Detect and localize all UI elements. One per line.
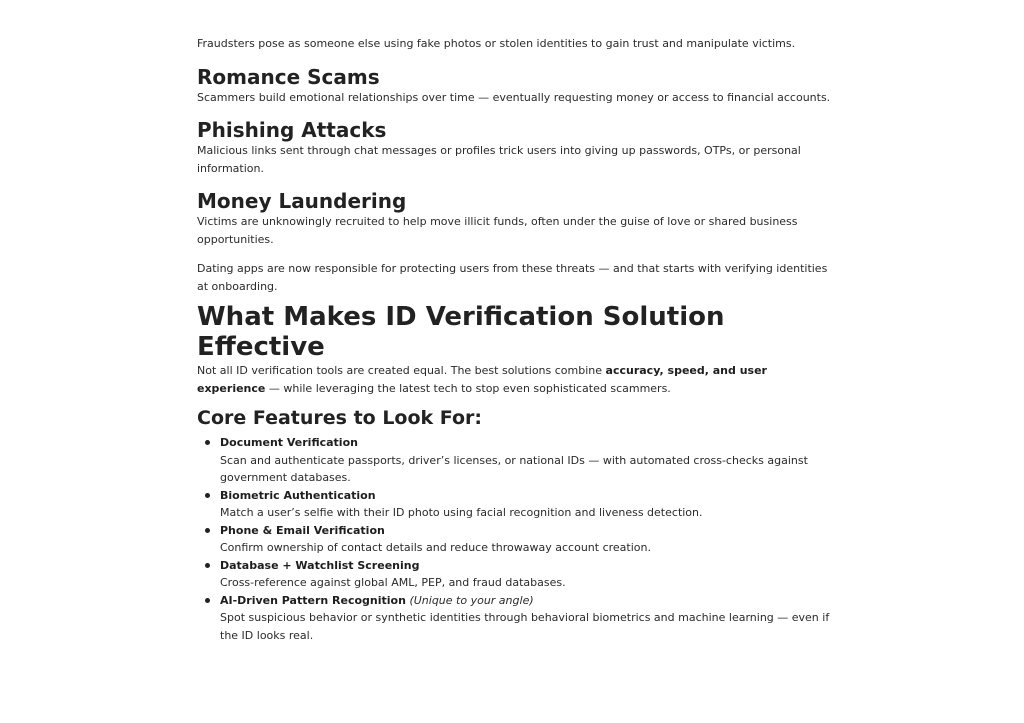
section-text-money-laundering: Victims are unknowingly recruited to help move illicit funds, often under the guise of love or shared business opportunities. — [197, 215, 798, 246]
feature-title: Biometric Authentication — [220, 488, 376, 502]
bullet-icon — [205, 528, 210, 533]
feature-description: Scan and authenticate passports, driver’s licenses, or national IDs — with automated cross-checks against government databases. — [220, 453, 808, 484]
feature-description: Match a user’s selfie with their ID photo using facial recognition and liveness detection. — [220, 506, 703, 519]
feature-title: AI-Driven Pattern Recognition — [220, 593, 406, 607]
feature-description: Confirm ownership of contact details and reduce throwaway account creation. — [220, 541, 651, 554]
feature-item-phone-email-verification — [197, 522, 833, 557]
closing-paragraph: Dating apps are now responsible for protecting users from these threats — and that starts with verifying identities at onboarding. — [197, 262, 828, 293]
feature-description: Cross-reference against global AML, PEP, and fraud databases. — [220, 576, 566, 589]
section-heading-phishing-attacks: Phishing Attacks — [197, 118, 387, 142]
what-makes-text-after: — while leveraging the latest tech to stop even sophisticated scammers. — [265, 381, 671, 395]
bullet-icon — [205, 493, 210, 498]
feature-item-document-verification — [197, 434, 833, 487]
feature-note: (Unique to your angle) — [409, 593, 534, 607]
what-makes-paragraph — [197, 362, 833, 397]
feature-title: Database + Watchlist Screening — [220, 558, 420, 572]
bullet-icon — [205, 598, 210, 603]
what-makes-text-before: Not all ID verification tools are created equal. The best solutions combine — [197, 364, 606, 377]
feature-title: Document Verification — [220, 436, 358, 449]
intro-paragraph: Fraudsters pose as someone else using fake photos or stolen identities to gain trust and manipulate victims. — [197, 37, 796, 50]
feature-title: Phone & Email Verification — [220, 523, 385, 537]
feature-description: Spot suspicious behavior or synthetic identities through behavioral biometrics and machine learning — even if the ID looks real. — [220, 611, 830, 642]
what-makes-heading: What Makes ID Verification Solution Effective — [197, 302, 725, 362]
core-features-heading: Core Features to Look For: — [197, 407, 483, 429]
what-makes-bold-text: accuracy, speed, and user experience — [197, 364, 767, 395]
section-heading-romance-scams: Romance Scams — [197, 64, 380, 89]
section-text-phishing-attacks: Malicious links sent through chat messages or profiles trick users into giving up passwords, OTPs, or personal information. — [197, 144, 801, 175]
feature-item-biometric-authentication — [197, 487, 833, 522]
bullet-icon — [205, 563, 210, 568]
feature-item-ai-pattern-recognition — [197, 592, 833, 645]
feature-item-database-watchlist-screening — [197, 557, 833, 592]
section-text-romance-scams: Scammers build emotional relationships over time — eventually requesting money or access to financial accounts. — [197, 90, 831, 104]
core-features-list — [197, 434, 833, 644]
section-heading-money-laundering: Money Laundering — [197, 189, 407, 213]
bullet-icon — [205, 440, 210, 445]
article-content — [197, 35, 833, 644]
